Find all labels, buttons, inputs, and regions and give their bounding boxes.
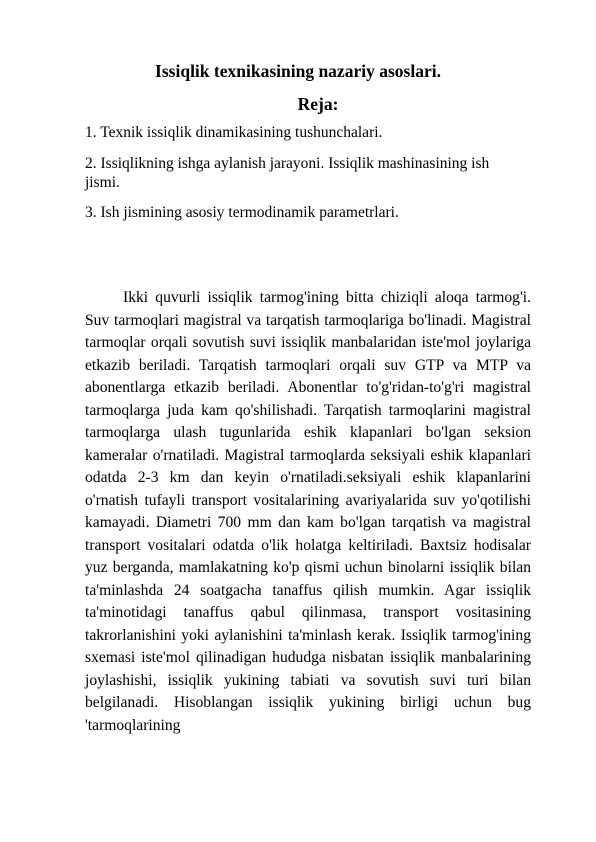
plan-item: 1. Texnik issiqlik dinamikasining tushunchalari. [85,124,383,141]
plan-item: 3. Ish jismining asosiy termodinamik parametrlari. [85,204,399,221]
body-paragraph: Ikki quvurli issiqlik tarmog'ining bitta chiziqli aloqa tarmog'i. Suv tarmoqlari magistral va tarqatish tarmoqlariga bo'linadi. Magistral tarmoqlar orqali sovutish suvi issiqlik manbalaridan iste'mol joylariga etkazib beriladi. Tarqatish tarmoqlari orqali suv GTP va MTP va abonentlarga etkazib beriladi. Abonentlar to'g'ridan-to'g'ri magistral tarmoqlarga juda kam qo'shilishadi. Tarqatish tarmoqlarini magistral tarmoqlarga ulash tugunlarida eshik klapanlari bo'lgan seksion kameralar o'rnatiladi. Magistral tarmoqlarda seksiyali eshik klapanlari odatda 2-3 km dan keyin o'rnatiladi.seksiyali eshik klapanlarini o'rnatish tufayli transport vositalarining avariyalarida suv yo'qotilishi kamayadi. Diametri 700 mm dan kam bo'lgan tarqatish va magistral transport vositalari odatda o'lik holatga keltiriladi. Baxtsiz hodisalar yuz berganda, mamlakatning ko'p qismi uchun binolarni issiqlik bilan ta'minlashda 24 soatgacha tanaffus qilish mumkin. Agar issiqlik ta'minotidagi tanaffus qabul qilinmasa, transport vositasining takrorlanishini yoki aylanishini ta'minlash kerak. Issiqlik tarmog'ining sxemasi iste'mol qilinadigan hududga nisbatan issiqlik manbalarining joylashishi, issiqlik yukining tabiati va sovutish suvi turi bilan belgilanadi. Hisoblangan issiqlik yukining birligi uchun bug 'tarmoqlarining [85,289,531,734]
plan-item: 2. Issiqlikning ishga aylanish jarayoni. Issiqlik mashinasining ish jismi. [85,154,490,191]
plan-list [85,123,515,234]
document-title: Issiqlik texnikasining nazariy asoslari. [155,61,441,81]
plan-heading: Reja: [297,94,339,114]
